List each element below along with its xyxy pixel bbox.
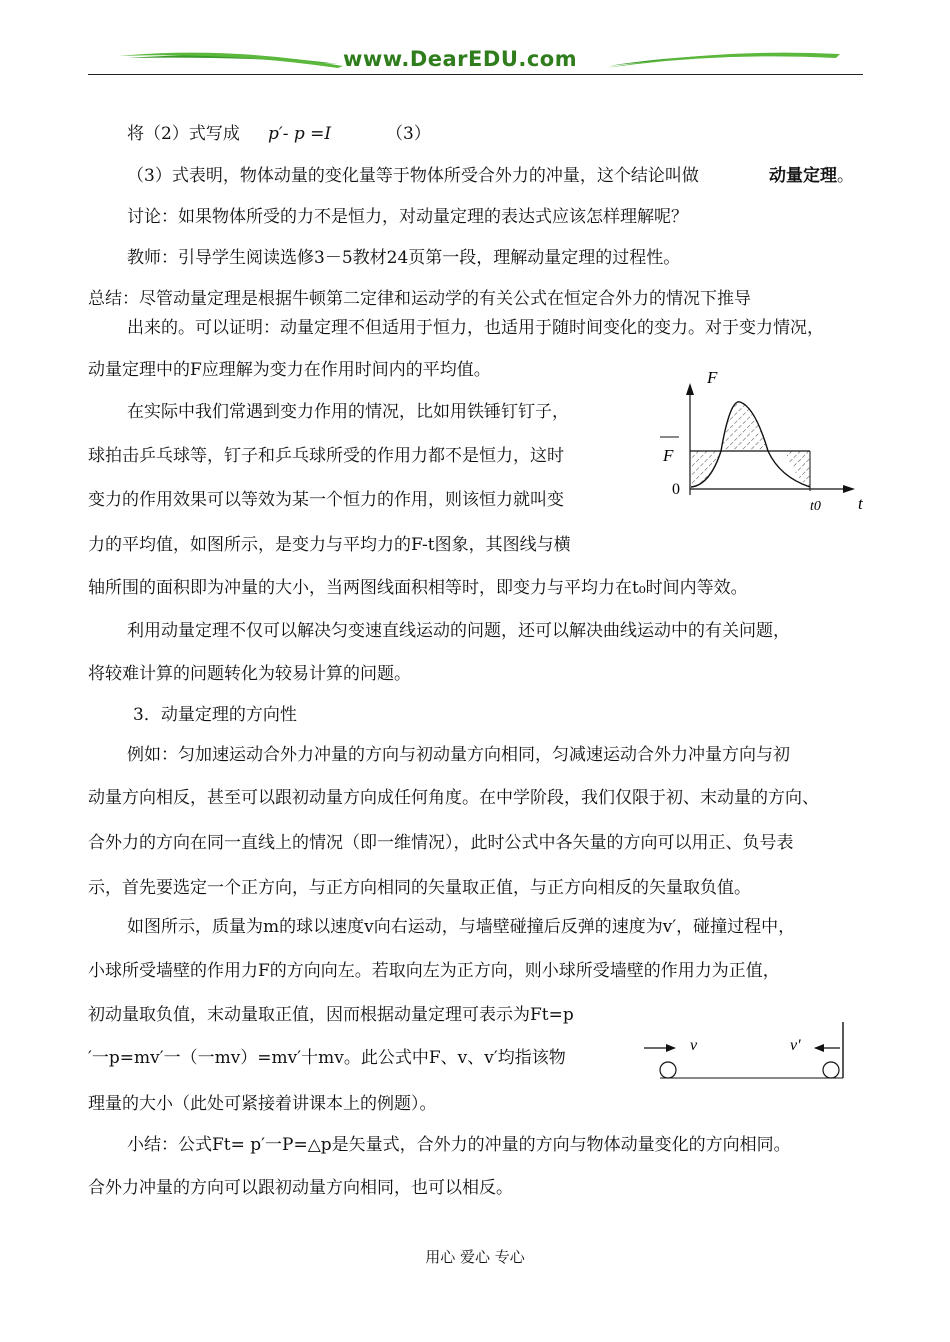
formula-text: p′- p =I xyxy=(268,124,332,144)
text-line: 总结：尽管动量定理是根据牛顿第二定律和运动学的有关公式在恒定合外力的情况下推导 xyxy=(88,289,751,309)
ball-after xyxy=(823,1062,839,1078)
arrow-right-icon xyxy=(666,1044,676,1052)
t0-label: t0 xyxy=(810,499,821,514)
text-line: 利用动量定理不仅可以解决匀变速直线运动的问题，还可以解决曲线运动中的有关问题， xyxy=(127,621,790,641)
origin-label: 0 xyxy=(672,481,680,498)
text-line: 合外力的方向在同一直线上的情况（即一维情况），此时公式中各矢量的方向可以用正、负号表 xyxy=(88,833,794,853)
hatched-area-left xyxy=(691,451,721,487)
text-line: 教师：引导学生阅读选修3－5教材24页第一段，理解动量定理的过程性。 xyxy=(127,248,681,268)
text-line: （3）式表明，物体动量的变化量等于物体所受合外力的冲量，这个结论叫做 xyxy=(127,166,699,186)
ball-wall-diagram xyxy=(640,1020,865,1080)
text-line: 如图所示，质量为m的球以速度v向右运动，与墙壁碰撞后反弹的速度为v′，碰撞过程中， xyxy=(127,917,796,937)
ball-before xyxy=(660,1062,676,1078)
y-axis-arrow-icon xyxy=(686,383,694,395)
header-rule xyxy=(88,74,863,75)
text-line: 在实际中我们常遇到变力作用的情况，比如用铁锤钉钉子， xyxy=(127,402,569,422)
text-line: 球拍击乒乓球等，钉子和乒乓球所受的作用力都不是恒力，这时 xyxy=(88,446,564,466)
x-axis-arrow-icon xyxy=(843,485,855,493)
text-line: 变力的作用效果可以等效为某一个恒力的作用，则该恒力就叫变 xyxy=(88,490,564,510)
text-line: 将（2）式写成 xyxy=(127,124,240,144)
hatched-area-peak xyxy=(721,402,768,451)
section-heading: 3．动量定理的方向性 xyxy=(133,705,297,725)
arrow-left-icon xyxy=(814,1044,824,1052)
text-line: 轴所围的面积即为冲量的大小，当两图线面积相等时，即变力与平均力在t₀时间内等效。 xyxy=(88,578,748,598)
x-axis-label: t xyxy=(858,494,863,513)
text-line: 动量定理中的F应理解为变力在作用时间内的平均值。 xyxy=(88,360,491,380)
site-logo-text: www.DearEDU.com xyxy=(343,47,578,71)
v-label: v xyxy=(690,1037,698,1054)
y-axis-label: F xyxy=(707,368,718,387)
text-line: 力的平均值，如图所示，是变力与平均力的F-t图象，其图线与横 xyxy=(88,535,571,555)
equation-number: （3） xyxy=(386,124,431,144)
text-line: 例如：匀加速运动合外力冲量的方向与初动量方向相同，匀减速运动合外力冲量方向与初 xyxy=(127,745,790,765)
page-header xyxy=(88,44,863,84)
text-line: 。 xyxy=(837,166,854,186)
text-line: 小结：公式Ft= p′一P=△p是矢量式，合外力的冲量的方向与物体动量变化的方向相同。 xyxy=(127,1135,791,1155)
text-line: 小球所受墙壁的作用力F的方向向左。若取向左为正方向，则小球所受墙壁的作用力为正值， xyxy=(88,961,780,981)
text-line: ′一p=mv′一（一mv）=mv′十mv。此公式中F、v、v′均指该物 xyxy=(88,1048,566,1068)
bold-term: 动量定理 xyxy=(769,166,837,186)
text-line: 动量方向相反，甚至可以跟初动量方向成任何角度。在中学阶段，我们仅限于初、末动量的方向、 xyxy=(88,788,819,808)
text-line: 出来的。可以证明：动量定理不但适用于恒力，也适用于随时间变化的变力。对于变力情况， xyxy=(127,318,824,338)
force-time-graph xyxy=(655,367,870,517)
text-line: 示，首先要选定一个正方向，与正方向相同的矢量取正值，与正方向相反的矢量取负值。 xyxy=(88,878,751,898)
text-line: 将较难计算的问题转化为较易计算的问题。 xyxy=(88,664,411,684)
text-line: 理量的大小（此处可紧接着讲课本上的例题）。 xyxy=(88,1094,437,1114)
text-line: 合外力冲量的方向可以跟初动量方向相同，也可以相反。 xyxy=(88,1178,513,1198)
mean-force-label: F xyxy=(663,446,674,465)
text-line: 讨论：如果物体所受的力不是恒力，对动量定理的表达式应该怎样理解呢？ xyxy=(127,207,688,227)
page-footer: 用心 爱心 专心 xyxy=(425,1248,525,1266)
text-line: 初动量取负值，末动量取正值，因而根据动量定理可表示为Ft=p xyxy=(88,1005,574,1025)
v-prime-label: v′ xyxy=(790,1037,801,1054)
